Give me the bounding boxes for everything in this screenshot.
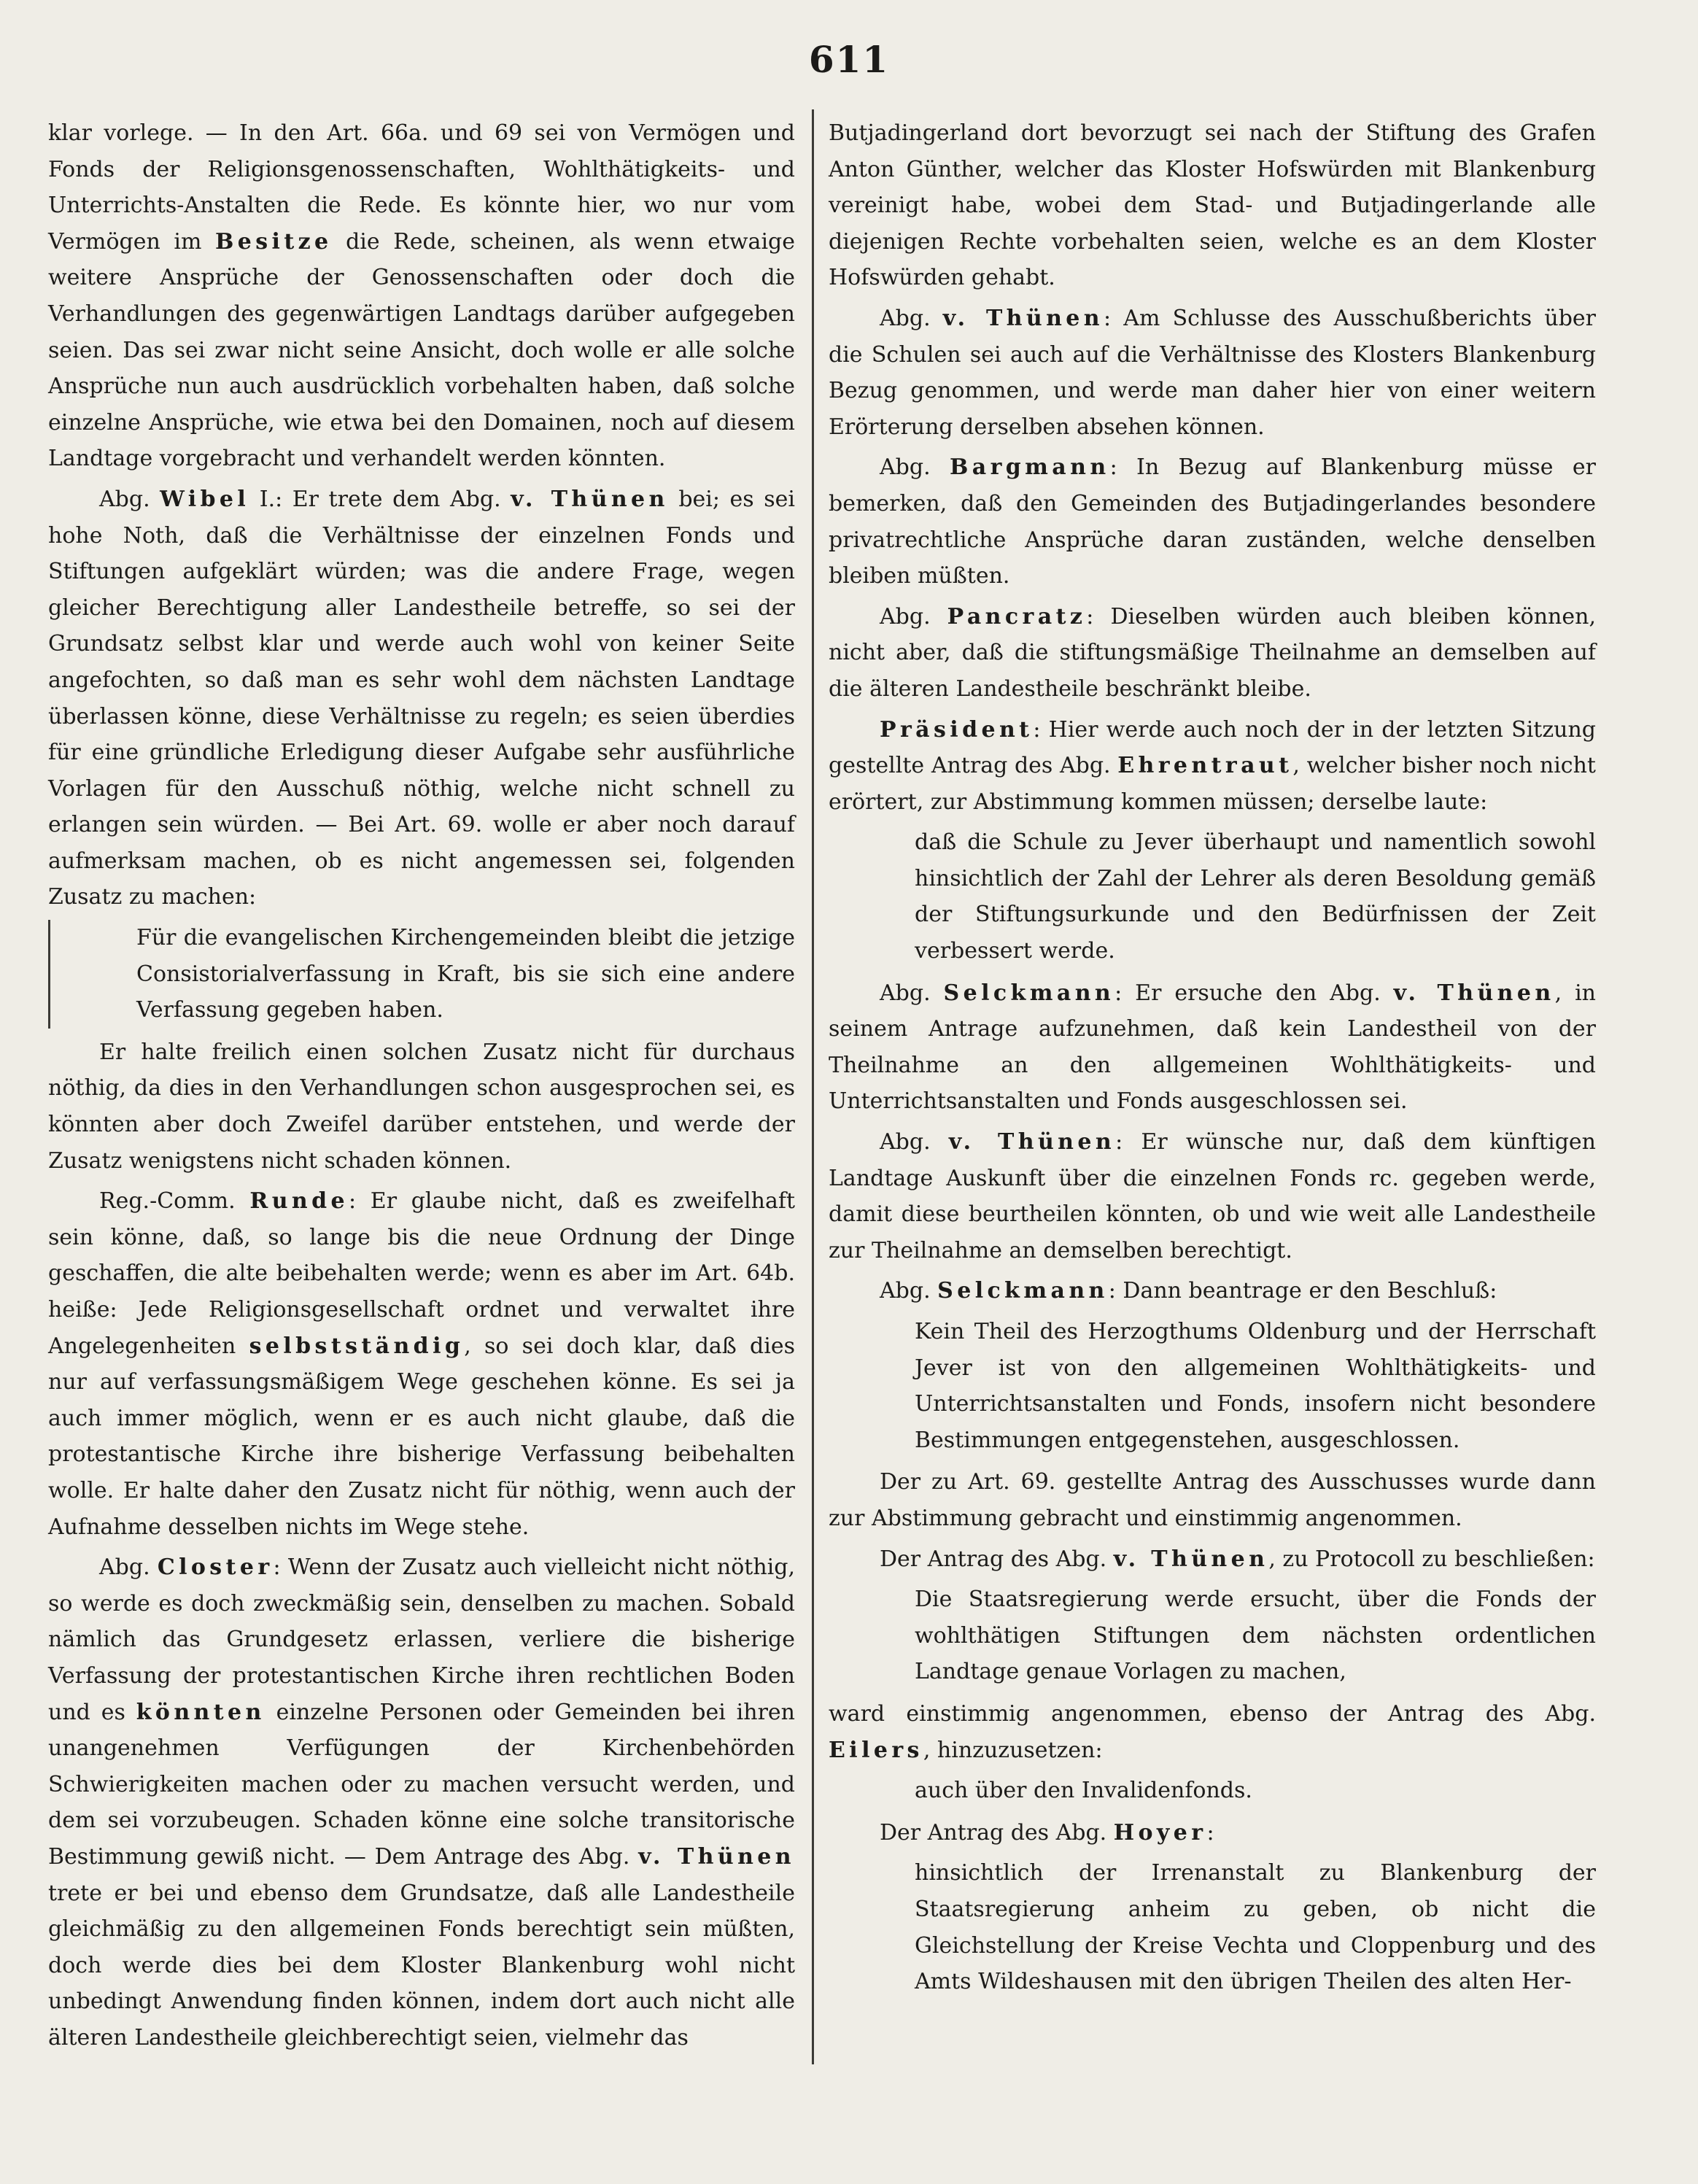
speaker-name: Präsident	[880, 716, 1034, 743]
emphasis: Besitze	[214, 228, 333, 255]
speaker-name: v. Thünen	[948, 1129, 1116, 1155]
text: , zu Protocoll zu beschließen:	[1268, 1546, 1595, 1572]
text: Abg.	[99, 486, 150, 512]
text: : Dann beantrage er den Beschluß:	[1108, 1278, 1497, 1304]
paragraph	[829, 1273, 1596, 1309]
emphasis: selbstständig	[249, 1333, 465, 1359]
text: , in seinem Antrage aufzunehmen, daß kein Landestheil von der Theilnahme an den allgemeinen Wohlthätigkeits- und Unterrichtsanstalten und Fonds ausgeschlossen sei.	[829, 980, 1596, 1115]
text: ward einstimmig angenommen, ebenso der Antrag des Abg.	[829, 1700, 1596, 1727]
text: Abg.	[99, 1554, 150, 1581]
text: Abg.	[880, 980, 931, 1006]
text: Reg.-Comm.	[99, 1188, 236, 1215]
column-divider	[812, 109, 814, 2064]
paragraph: Butjadingerland dort bevorzugt sei nach der Stiftung des Grafen Anton Günther, welcher das Kloster Hofswürden mit Blankenburg vereinigt habe, wobei dem Stad- und Butjadingerlande alle diejenigen Rechte vorbehalten seien, welche es an dem Kloster Hofswürden gehabt.	[829, 120, 1596, 291]
paragraph	[829, 975, 1596, 1120]
emphasis: könnten	[136, 1699, 265, 1725]
text: Abg.	[880, 1129, 931, 1155]
paragraph: Er halte freilich einen solchen Zusatz nicht für durchaus nöthig, da dies in den Verhandlungen schon ausgesprochen sei, es könnten aber doch Zweifel darüber entstehen, und werde der Zusatz wenigstens nicht schaden können.	[48, 1039, 795, 1174]
speaker-name: Wibel	[160, 486, 250, 512]
quoted-motion: Für die evangelischen Kirchengemeinden bleibt die jetzige Consistorialverfassung in Kraft, bis sie sich eine andere Verfassung gegeben haben.	[48, 920, 795, 1029]
text: : Er glaube nicht, daß es zweifelhaft sein könne, daß, so lange bis die neue Ordnung der Dinge geschaffen, die alte beibehalten werde; wenn es aber im Art. 64b. heiße: Jede Religionsgesellschaft ordnet und verwaltet ihre Angelegenheiten	[48, 1188, 795, 1359]
right-column	[829, 115, 1596, 2006]
paragraph	[48, 1549, 795, 2056]
text: trete er bei und ebenso dem Grundsatze, daß alle Landestheile gleichmäßig zu den allgemeinen Fonds berechtigt sein müßten, doch werde dies bei dem Kloster Blankenburg wohl nicht unbedingt Anwendung finden können, indem dort auch nicht alle älteren Landestheile gleichberechtigt seien, vielmehr das	[48, 1880, 795, 2051]
paragraph	[48, 115, 795, 477]
text: : In Bezug auf Blankenburg müsse er bemerken, daß den Gemeinden des Butjadingerlandes besondere privatrechtliche Ansprüche daran zuständen, welche denselben bleiben müßten.	[829, 454, 1596, 589]
text: : Er ersuche den Abg.	[1114, 980, 1381, 1006]
quoted-motion: Kein Theil des Herzogthums Oldenburg und der Herrschaft Jever ist von den allgemeinen Wohlthätigkeits- und Unterrichtsanstalten und Fonds, insofern nicht besondere Bestimmungen entgegenstehen, ausgeschlossen.	[915, 1319, 1596, 1453]
text: Abg.	[880, 1278, 931, 1304]
speaker-name: v. Thünen	[942, 305, 1104, 331]
paragraph	[829, 1541, 1596, 1578]
speaker-name: Runde	[249, 1188, 349, 1215]
text: I.: Er trete dem Abg.	[259, 486, 501, 512]
paragraph	[829, 1696, 1596, 1768]
text: : Am Schlusse des Ausschußberichts über die Schulen sei auch auf die Verhältnisse des Klosters Blankenburg Bezug genommen, und werde man daher hier von einer weitern Erörterung derselben absehen können.	[829, 305, 1596, 440]
paragraph	[829, 301, 1596, 445]
text: Abg.	[880, 305, 931, 331]
quoted-motion: daß die Schule zu Jever überhaupt und namentlich sowohl hinsichtlich der Zahl der Lehrer als deren Besoldung gemäß der Stiftungsurkunde und den Bedürfnissen der Zeit verbessert werde.	[915, 829, 1596, 964]
speaker-name: Closter	[157, 1554, 274, 1581]
speaker-name: v. Thünen	[1393, 980, 1555, 1006]
page-number: 611	[808, 38, 890, 81]
speaker-name: v. Thünen	[638, 1843, 795, 1870]
speaker-name: Pancratz	[947, 603, 1087, 630]
text: : Er wünsche nur, daß dem künftigen Landtage Auskunft über die einzelnen Fonds rc. gegeben werde, damit diese beurtheilen könnten, ob und wie weit alle Landestheile zur Theilnahme an demselben berechtigt.	[829, 1129, 1596, 1263]
left-column	[48, 115, 795, 2060]
text: bei; es sei hohe Noth, daß die Verhältnisse der einzelnen Fonds und Stiftungen aufgeklärt würden; was die andere Frage, wegen gleicher Berechtigung aller Landestheile betreffe, so sei der Grundsatz selbst klar und werde auch wohl von keiner Seite angefochten, so daß man es sehr wohl dem nächsten Landtage überlassen könne, diese Verhältnisse zu regeln; es seien überdies für eine gründliche Erledigung dieser Aufgabe sehr ausführliche Vorlagen für den Ausschuß nöthig, welche nicht schnell zu erlangen sein würden. — Bei Art. 69. wolle er aber noch darauf aufmerksam machen, ob es nicht angemessen sei, folgenden Zusatz zu machen:	[48, 486, 795, 910]
text: : Dieselben würden auch bleiben können, nicht aber, daß die stiftungsmäßige Theilnahme an demselben auf die älteren Landestheile beschränkt bleibe.	[829, 603, 1596, 702]
speaker-name: v. Thünen	[1113, 1546, 1269, 1572]
paragraph: Der zu Art. 69. gestellte Antrag des Ausschusses wurde dann zur Abstimmung gebracht und einstimmig angenommen.	[829, 1469, 1596, 1531]
text: : Wenn der Zusatz auch vielleicht nicht nöthig, so werde es doch zweckmäßig sein, denselben zu machen. Sobald nämlich das Grundgesetz erlassen, verliere die bisherige Verfassung der protestantischen Kirche ihren rechtlichen Boden und es	[48, 1554, 795, 1725]
speaker-name: Selckmann	[937, 1278, 1109, 1304]
paragraph	[48, 481, 795, 915]
text: Abg.	[880, 603, 931, 630]
speaker-name: Bargmann	[949, 454, 1110, 481]
text: klar vorlege. — In den Art. 66a. und 69 sei von Vermögen und Fonds der Religionsgenossenschaften, Wohlthätigkeits- und Unterrichts-Anstalten die Rede. Es könnte hier, wo nur vom Vermögen im	[48, 120, 795, 255]
quoted-motion: Die Staatsregierung werde ersucht, über die Fonds der wohlthätigen Stiftungen dem nächsten ordentlichen Landtage genaue Vorlagen zu machen,	[915, 1587, 1596, 1685]
text: Der Antrag des Abg.	[880, 1819, 1107, 1846]
paragraph	[48, 1183, 795, 1545]
text: , hinzuzusetzen:	[923, 1737, 1103, 1763]
paragraph	[829, 1124, 1596, 1269]
quoted-motion: auch über den Invalidenfonds.	[915, 1778, 1252, 1804]
speaker-name: Hoyer	[1113, 1819, 1207, 1846]
paragraph	[829, 449, 1596, 594]
text: , welcher bisher noch nicht erörtert, zur Abstimmung kommen müssen; derselbe laute:	[829, 753, 1596, 815]
quoted-motion: hinsichtlich der Irrenanstalt zu Blankenburg der Staatsregierung anheim zu geben, ob nicht die Gleichstellung der Kreise Vechta und Cloppenburg und des Amts Wildeshausen mit den übrigen Theilen des alten Her-	[915, 1860, 1596, 1995]
paragraph	[829, 712, 1596, 821]
text: :	[1206, 1819, 1214, 1846]
text: Der Antrag des Abg.	[880, 1546, 1107, 1572]
paragraph	[829, 599, 1596, 708]
text: einzelne Personen oder Gemeinden bei ihren unangenehmen Verfügungen der Kirchenbehörden Schwierigkeiten machen oder zu machen versucht werden, und dem sei vorzubeugen. Schaden könne eine solche transitorische Bestimmung gewiß nicht. — Dem Antrage des Abg.	[48, 1699, 795, 1870]
speaker-name: v. Thünen	[511, 486, 669, 512]
speaker-name: Ehrentraut	[1117, 753, 1293, 779]
text: die Rede, scheinen, als wenn etwaige weitere Ansprüche der Genossenschaften oder doch die Verhandlungen des gegenwärtigen Landtags darüber aufgegeben seien. Das sei zwar nicht seine Ansicht, doch wolle er alle solche Ansprüche nun auch ausdrücklich vorbehalten haben, daß solche einzelne Ansprüche, wie etwa bei den Domainen, noch auf diesem Landtage vorgebracht und verhandelt werden könnten.	[48, 228, 795, 472]
text: , so sei doch klar, daß dies nur auf verfassungsmäßigem Wege geschehen könne. Es sei ja auch immer möglich, wenn er es auch nicht glaube, daß die protestantische Kirche ihre bisherige Verfassung beibehalten wolle. Er halte daher den Zusatz nicht für nöthig, wenn auch der Aufnahme desselben nichts im Wege stehe.	[48, 1333, 795, 1540]
text: Abg.	[880, 454, 931, 481]
speaker-name: Eilers	[829, 1737, 923, 1763]
speaker-name: Selckmann	[943, 980, 1115, 1006]
text: : Hier werde auch noch der in der letzten Sitzung gestellte Antrag des Abg.	[829, 716, 1596, 779]
paragraph	[829, 1815, 1596, 1851]
